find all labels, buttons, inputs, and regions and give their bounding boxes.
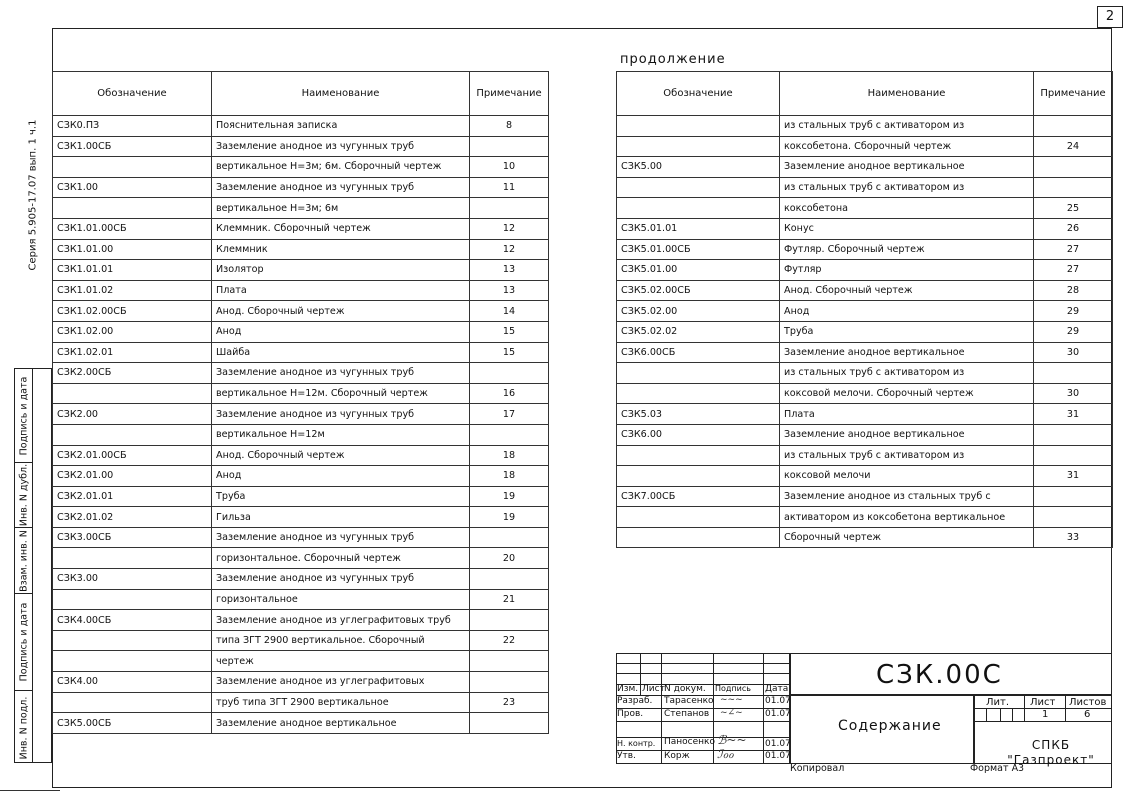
- table-row: [53, 630, 549, 651]
- table-row: [53, 301, 549, 322]
- note-cell: 27: [1034, 260, 1113, 281]
- name-nkontr: Паносенко: [664, 737, 715, 747]
- series-side-label: [14, 90, 52, 300]
- table-row: [617, 177, 1113, 198]
- note-cell: [470, 651, 549, 672]
- name-cell: Труба: [780, 321, 1034, 342]
- note-cell: 8: [470, 116, 549, 137]
- designation-cell: СЗК5.03: [617, 404, 780, 425]
- note-cell: 29: [1034, 321, 1113, 342]
- name-cell: типа ЗГТ 2900 вертикальное. Сборочный: [212, 630, 470, 651]
- sheet-label: Лист: [1030, 697, 1056, 708]
- stamp-strip-label-column: [15, 369, 33, 762]
- table-row: [617, 363, 1113, 384]
- note-cell: [1034, 486, 1113, 507]
- note-cell: [470, 136, 549, 157]
- name-cell: Анод. Сборочный чертеж: [212, 445, 470, 466]
- series-label-text: Серия 5.905-17.07 вып. 1 ч.1: [27, 119, 39, 271]
- table-row: [617, 404, 1113, 425]
- note-cell: 18: [470, 445, 549, 466]
- table-row: [53, 589, 549, 610]
- header-name: Наименование: [780, 72, 1034, 116]
- name-cell: Изолятор: [212, 260, 470, 281]
- document-title: Содержание: [838, 718, 942, 734]
- name-cell: Анод. Сборочный чертеж: [212, 301, 470, 322]
- table-row: [53, 548, 549, 569]
- note-cell: 23: [470, 692, 549, 713]
- table-row: [617, 445, 1113, 466]
- table-row: [53, 466, 549, 487]
- name-cell: Заземление анодное из углеграфитовых труб: [212, 610, 470, 631]
- table-row: [617, 466, 1113, 487]
- designation-cell: СЗК5.00: [617, 157, 780, 178]
- designation-cell: СЗК5.02.02: [617, 321, 780, 342]
- table-row: [53, 404, 549, 425]
- designation-cell: СЗК3.00СБ: [53, 527, 212, 548]
- designation-cell: СЗК5.01.01: [617, 218, 780, 239]
- name-cell: Сборочный чертеж: [780, 527, 1034, 548]
- note-cell: 18: [470, 466, 549, 487]
- name-cell: Заземление анодное вертикальное: [780, 342, 1034, 363]
- table-row: [617, 280, 1113, 301]
- table-row: [53, 239, 549, 260]
- continuation-label: продолжение: [620, 52, 726, 67]
- designation-cell: СЗК5.02.00: [617, 301, 780, 322]
- role-razrab: Разраб.: [617, 696, 653, 706]
- table-row: [53, 486, 549, 507]
- strip-cell-inv-podl: Инв. N подл.: [18, 696, 30, 759]
- hdr-data: Дата: [765, 684, 789, 694]
- name-cell: Заземление анодное из стальных труб с: [780, 486, 1034, 507]
- table-row: [53, 383, 549, 404]
- name-cell: Гильза: [212, 507, 470, 528]
- note-cell: 15: [470, 342, 549, 363]
- note-cell: 24: [1034, 136, 1113, 157]
- designation-cell: СЗК6.00: [617, 424, 780, 445]
- designation-cell: [617, 383, 780, 404]
- note-cell: 30: [1034, 383, 1113, 404]
- table-row: [53, 136, 549, 157]
- strip-cell-vzam-inv: Взам. инв. N: [15, 528, 33, 594]
- name-cell: вертикальное Н=3м; 6м. Сборочный чертеж: [212, 157, 470, 178]
- designation-cell: СЗК2.01.01: [53, 486, 212, 507]
- designation-cell: [617, 445, 780, 466]
- note-cell: [470, 672, 549, 693]
- date-razrab: 01.07: [765, 696, 791, 706]
- note-cell: 21: [470, 589, 549, 610]
- name-utv: Корж: [664, 751, 690, 761]
- designation-cell: [53, 157, 212, 178]
- designation-cell: СЗК5.02.00СБ: [617, 280, 780, 301]
- name-cell: Заземление анодное из чугунных труб: [212, 136, 470, 157]
- designation-cell: СЗК1.01.01: [53, 260, 212, 281]
- table-row: [617, 424, 1113, 445]
- hdr-list: Лист: [642, 684, 665, 694]
- name-cell: Заземление анодное из чугунных труб: [212, 404, 470, 425]
- note-cell: 12: [470, 218, 549, 239]
- table-row: [53, 260, 549, 281]
- name-cell: Заземление анодное из углеграфитовых: [212, 672, 470, 693]
- note-cell: 10: [470, 157, 549, 178]
- document-code: СЗК.00С: [876, 660, 1003, 690]
- designation-cell: СЗК1.01.00СБ: [53, 218, 212, 239]
- name-cell: Анод. Сборочный чертеж: [780, 280, 1034, 301]
- org-line-1: СПКБ: [1031, 738, 1071, 752]
- designation-cell: СЗК1.02.01: [53, 342, 212, 363]
- name-cell: Плата: [780, 404, 1034, 425]
- designation-cell: СЗК1.02.00: [53, 321, 212, 342]
- note-cell: 31: [1034, 466, 1113, 487]
- name-cell: Заземление анодное вертикальное: [780, 157, 1034, 178]
- sheets-label: Листов: [1069, 697, 1107, 708]
- note-cell: 28: [1034, 280, 1113, 301]
- signature-3: ℬ~~: [717, 733, 747, 747]
- name-cell: Футляр: [780, 260, 1034, 281]
- table-row: [617, 157, 1113, 178]
- table-row: [617, 486, 1113, 507]
- designation-cell: [53, 548, 212, 569]
- table-row: [617, 527, 1113, 548]
- note-cell: 19: [470, 507, 549, 528]
- name-cell: Клеммник. Сборочный чертеж: [212, 218, 470, 239]
- name-cell: труб типа ЗГТ 2900 вертикальное: [212, 692, 470, 713]
- stamp-strip: [14, 368, 52, 763]
- table-row: [617, 321, 1113, 342]
- name-prov: Степанов: [664, 709, 710, 719]
- designation-cell: [53, 651, 212, 672]
- designation-cell: [617, 136, 780, 157]
- note-cell: 13: [470, 280, 549, 301]
- contents-table-right: [616, 71, 1113, 548]
- designation-cell: СЗК4.00СБ: [53, 610, 212, 631]
- signature-4: ℐℴℴ: [717, 747, 734, 761]
- header-designation: Обозначение: [617, 72, 780, 116]
- note-cell: [470, 363, 549, 384]
- date-utv: 01.07: [765, 751, 791, 761]
- sheets-value: 6: [1084, 709, 1091, 720]
- designation-cell: СЗК4.00: [53, 672, 212, 693]
- note-cell: [470, 527, 549, 548]
- note-cell: [1034, 157, 1113, 178]
- note-cell: 29: [1034, 301, 1113, 322]
- note-cell: 17: [470, 404, 549, 425]
- name-cell: Заземление анодное вертикальное: [212, 713, 470, 734]
- note-cell: [1034, 507, 1113, 528]
- table-row: [617, 239, 1113, 260]
- strip-cell-podpis-data-2: Подпись и дата: [15, 369, 33, 463]
- name-cell: из стальных труб с активатором из: [780, 116, 1034, 137]
- designation-cell: [53, 198, 212, 219]
- name-cell: Плата: [212, 280, 470, 301]
- sheet-value: 1: [1042, 709, 1049, 720]
- name-cell: Труба: [212, 486, 470, 507]
- role-prov: Пров.: [617, 709, 644, 719]
- designation-cell: [53, 589, 212, 610]
- designation-cell: [53, 692, 212, 713]
- name-cell: Конус: [780, 218, 1034, 239]
- hdr-ndoc: N докум.: [664, 684, 706, 694]
- signature-2: ~∠~: [720, 708, 743, 718]
- copied-label: Копировал: [790, 763, 845, 774]
- table-row: [53, 157, 549, 178]
- designation-cell: СЗК1.02.00СБ: [53, 301, 212, 322]
- sheet-number: 2: [1097, 6, 1123, 28]
- note-cell: 33: [1034, 527, 1113, 548]
- note-cell: 27: [1034, 239, 1113, 260]
- name-razrab: Тарасенко: [664, 696, 714, 706]
- note-cell: [1034, 116, 1113, 137]
- name-cell: Пояснительная записка: [212, 116, 470, 137]
- designation-cell: СЗК1.00СБ: [53, 136, 212, 157]
- table-row: [617, 116, 1113, 137]
- role-utv: Утв.: [617, 751, 636, 761]
- name-cell: Заземление анодное из чугунных труб: [212, 363, 470, 384]
- table-row: [617, 383, 1113, 404]
- table-row: [53, 610, 549, 631]
- note-cell: 14: [470, 301, 549, 322]
- note-cell: 11: [470, 177, 549, 198]
- table-row: [53, 651, 549, 672]
- name-cell: Заземление анодное вертикальное: [780, 424, 1034, 445]
- table-row: [53, 672, 549, 693]
- note-cell: [470, 610, 549, 631]
- name-cell: активатором из коксобетона вертикальное: [780, 507, 1034, 528]
- note-cell: [470, 713, 549, 734]
- name-cell: Анод: [212, 321, 470, 342]
- designation-cell: СЗК3.00: [53, 569, 212, 590]
- name-cell: чертеж: [212, 651, 470, 672]
- name-cell: коксобетона: [780, 198, 1034, 219]
- name-cell: вертикальное Н=3м; 6м: [212, 198, 470, 219]
- designation-cell: [617, 198, 780, 219]
- name-cell: Заземление анодное из чугунных труб: [212, 527, 470, 548]
- header-designation: Обозначение: [53, 72, 212, 116]
- note-cell: [1034, 177, 1113, 198]
- note-cell: [1034, 363, 1113, 384]
- name-cell: горизонтальное. Сборочный чертеж: [212, 548, 470, 569]
- name-cell: Анод: [212, 466, 470, 487]
- designation-cell: СЗК0.ПЗ: [53, 116, 212, 137]
- designation-cell: СЗК2.01.00СБ: [53, 445, 212, 466]
- header-note: Примечание: [1034, 72, 1113, 116]
- note-cell: 13: [470, 260, 549, 281]
- designation-cell: СЗК2.00СБ: [53, 363, 212, 384]
- table-row: [53, 321, 549, 342]
- hdr-izm: Изм.: [617, 684, 639, 694]
- designation-cell: [53, 383, 212, 404]
- note-cell: [470, 569, 549, 590]
- name-cell: Клеммник: [212, 239, 470, 260]
- note-cell: [1034, 424, 1113, 445]
- name-cell: из стальных труб с активатором из: [780, 445, 1034, 466]
- table-row: [53, 424, 549, 445]
- table-row: [617, 301, 1113, 322]
- table-row: [53, 569, 549, 590]
- table-row: [617, 136, 1113, 157]
- table-row: [53, 363, 549, 384]
- header-name: Наименование: [212, 72, 470, 116]
- scan-edge-line: [0, 790, 60, 791]
- designation-cell: [617, 363, 780, 384]
- note-cell: [1034, 445, 1113, 466]
- table-row: [53, 527, 549, 548]
- contents-table-left: [52, 71, 549, 734]
- name-cell: Заземление анодное из чугунных труб: [212, 569, 470, 590]
- note-cell: [470, 198, 549, 219]
- signature-1: ~~~: [720, 695, 743, 705]
- name-cell: из стальных труб с активатором из: [780, 363, 1034, 384]
- note-cell: 22: [470, 630, 549, 651]
- name-cell: коксобетона. Сборочный чертеж: [780, 136, 1034, 157]
- note-cell: [470, 424, 549, 445]
- designation-cell: [53, 630, 212, 651]
- note-cell: 19: [470, 486, 549, 507]
- date-nkontr: 01.07: [765, 739, 791, 749]
- table-row: [617, 342, 1113, 363]
- designation-cell: СЗК2.00: [53, 404, 212, 425]
- designation-cell: СЗК2.01.00: [53, 466, 212, 487]
- table-row: [617, 507, 1113, 528]
- role-nkontr: Н. контр.: [617, 739, 656, 748]
- table-row: [53, 177, 549, 198]
- note-cell: 30: [1034, 342, 1113, 363]
- lit-label: Лит.: [986, 697, 1010, 708]
- table-header-row: [617, 72, 1113, 116]
- name-cell: коксовой мелочи. Сборочный чертеж: [780, 383, 1034, 404]
- note-cell: 20: [470, 548, 549, 569]
- designation-cell: СЗК5.01.00СБ: [617, 239, 780, 260]
- name-cell: из стальных труб с активатором из: [780, 177, 1034, 198]
- note-cell: 15: [470, 321, 549, 342]
- table-row: [53, 280, 549, 301]
- designation-cell: [617, 507, 780, 528]
- table-row: [53, 713, 549, 734]
- note-cell: 25: [1034, 198, 1113, 219]
- note-cell: 31: [1034, 404, 1113, 425]
- designation-cell: [53, 424, 212, 445]
- table-row: [53, 342, 549, 363]
- note-cell: 26: [1034, 218, 1113, 239]
- name-cell: Заземление анодное из чугунных труб: [212, 177, 470, 198]
- header-note: Примечание: [470, 72, 549, 116]
- note-cell: 12: [470, 239, 549, 260]
- table-row: [617, 218, 1113, 239]
- table-row: [53, 218, 549, 239]
- strip-cell-podpis-data-1: Подпись и дата: [15, 594, 33, 691]
- table-row: [53, 507, 549, 528]
- table-header-row: [53, 72, 549, 116]
- designation-cell: СЗК1.01.00: [53, 239, 212, 260]
- table-row: [53, 692, 549, 713]
- note-cell: 16: [470, 383, 549, 404]
- format-label: Формат А3: [970, 763, 1025, 774]
- table-row: [617, 198, 1113, 219]
- hdr-podpis: Подпись: [715, 684, 751, 693]
- name-cell: вертикальное Н=12м: [212, 424, 470, 445]
- designation-cell: [617, 116, 780, 137]
- designation-cell: [617, 527, 780, 548]
- name-cell: Шайба: [212, 342, 470, 363]
- name-cell: вертикальное Н=12м. Сборочный чертеж: [212, 383, 470, 404]
- designation-cell: СЗК5.01.00: [617, 260, 780, 281]
- strip-cell-inv-dubl: Инв. N дубл.: [15, 463, 33, 528]
- designation-cell: [617, 466, 780, 487]
- table-row: [53, 116, 549, 137]
- table-row: [617, 260, 1113, 281]
- designation-cell: [617, 177, 780, 198]
- date-prov: 01.07: [765, 709, 791, 719]
- designation-cell: СЗК7.00СБ: [617, 486, 780, 507]
- name-cell: горизонтальное: [212, 589, 470, 610]
- name-cell: коксовой мелочи: [780, 466, 1034, 487]
- designation-cell: СЗК1.01.02: [53, 280, 212, 301]
- designation-cell: СЗК1.00: [53, 177, 212, 198]
- table-row: [53, 445, 549, 466]
- name-cell: Анод: [780, 301, 1034, 322]
- table-row: [53, 198, 549, 219]
- designation-cell: СЗК6.00СБ: [617, 342, 780, 363]
- designation-cell: СЗК5.00СБ: [53, 713, 212, 734]
- name-cell: Футляр. Сборочный чертеж: [780, 239, 1034, 260]
- org-line-2: "Газпроект": [1007, 753, 1095, 767]
- designation-cell: СЗК2.01.02: [53, 507, 212, 528]
